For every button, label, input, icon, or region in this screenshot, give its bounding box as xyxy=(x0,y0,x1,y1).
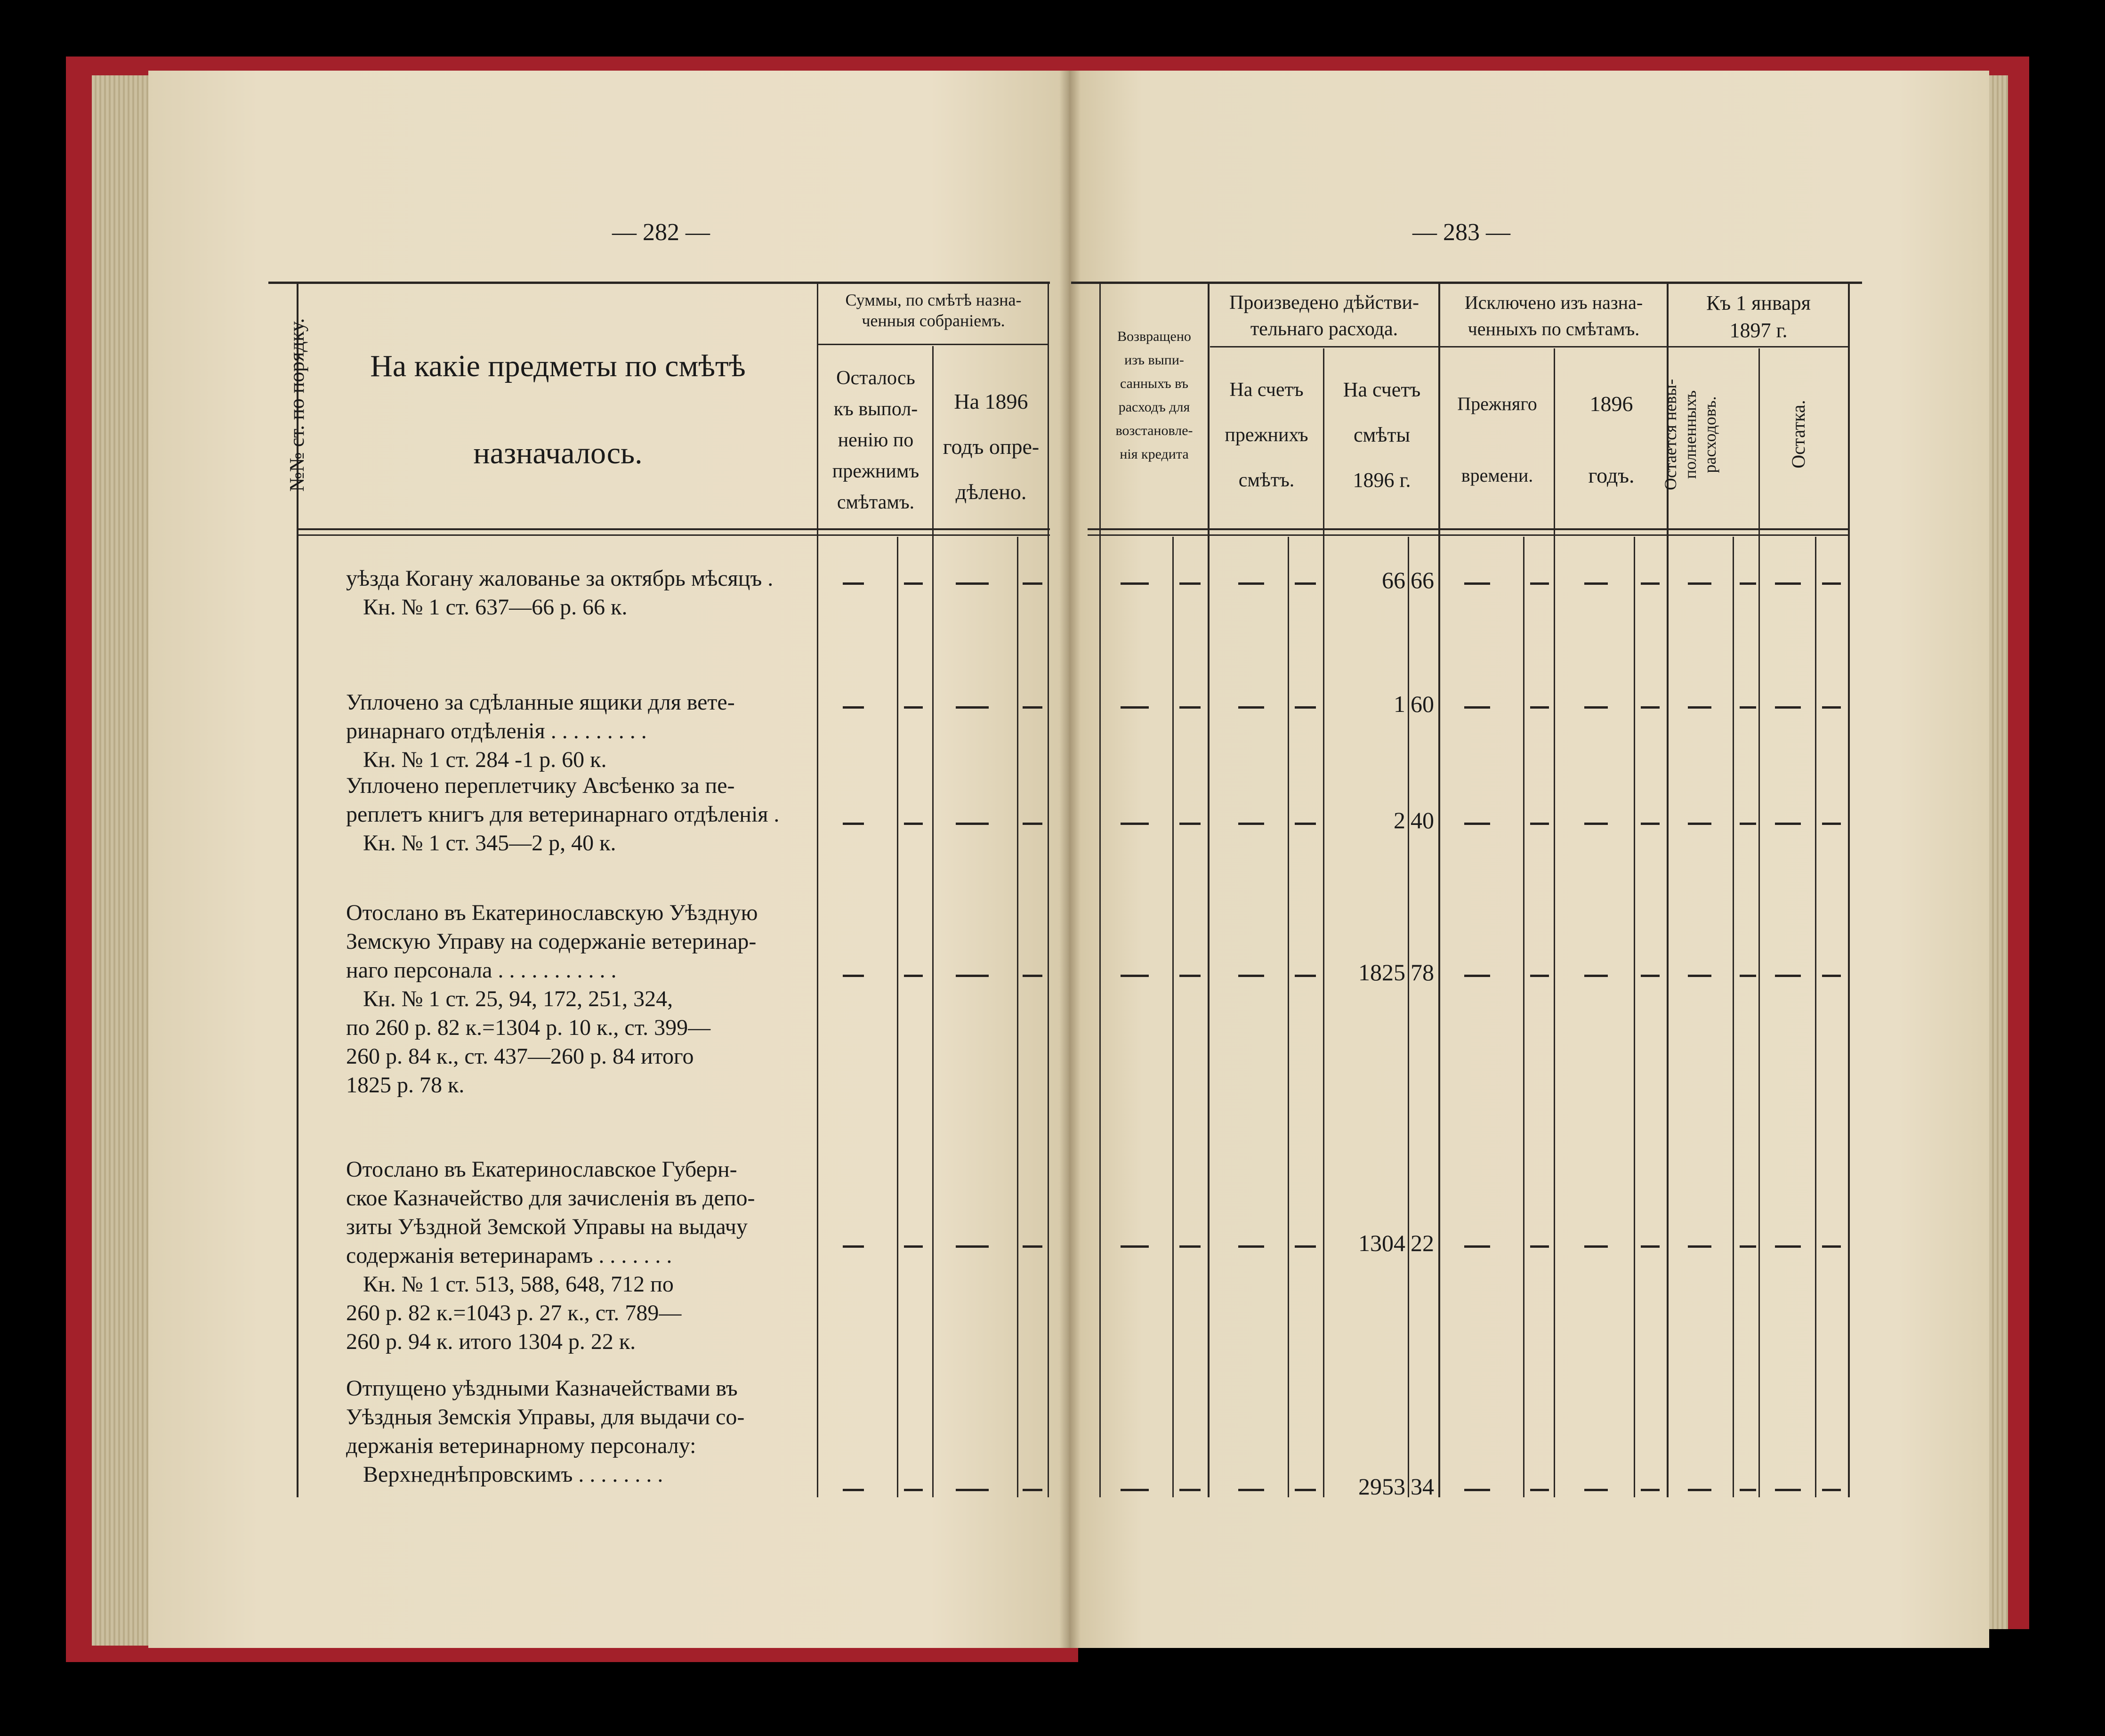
empty-cell-dash xyxy=(1775,1489,1801,1491)
empty-cell-dash xyxy=(1295,823,1316,825)
empty-cell-dash xyxy=(1179,975,1201,977)
empty-cell-dash xyxy=(1641,1489,1660,1491)
entry-line: Земскую Управу на содержаніе ветеринар- xyxy=(346,929,757,954)
empty-cell-dash xyxy=(843,706,864,709)
left-vrule-6 xyxy=(1048,283,1049,1497)
entry-line: реплетъ книгъ для ветеринарнаго отдѣленія . xyxy=(346,802,780,827)
left-cover-edge xyxy=(66,71,94,1662)
amount-kopecks: 40 xyxy=(1411,807,1434,833)
empty-cell-dash xyxy=(1238,582,1264,585)
empty-cell-dash xyxy=(1688,1245,1711,1248)
empty-cell-dash xyxy=(1295,582,1316,585)
empty-cell-dash xyxy=(1584,1245,1608,1248)
empty-cell-dash xyxy=(1584,1489,1608,1491)
empty-cell-dash xyxy=(904,1245,923,1248)
amount-kopecks: 60 xyxy=(1411,691,1434,717)
right-vrule-2 xyxy=(1208,283,1210,1497)
empty-cell-dash xyxy=(843,1489,864,1491)
entry-line: Кн. № 1 ст. 345—2 р, 40 к. xyxy=(346,831,616,856)
left-vrule-2 xyxy=(817,283,818,1497)
empty-cell-dash xyxy=(1822,975,1841,977)
right-table-top-rule xyxy=(1071,282,1862,284)
empty-cell-dash xyxy=(1641,582,1660,585)
empty-cell-dash xyxy=(1295,1489,1316,1491)
right-vrule-13 xyxy=(1815,537,1816,1497)
entry-line: Верхнеднѣпровскимъ . . . . . . . . xyxy=(346,1462,663,1487)
left-vrule-5 xyxy=(1017,537,1018,1497)
empty-cell-dash xyxy=(1530,823,1549,825)
entry-line: наго персонала . . . . . . . . . . . xyxy=(346,958,617,983)
empty-cell-dash xyxy=(904,823,923,825)
entry-line: Кн. № 1 ст. 25, 94, 172, 251, 324, xyxy=(346,986,673,1011)
empty-cell-dash xyxy=(956,1489,989,1491)
right-table-header-rule xyxy=(1088,528,1848,530)
empty-cell-dash xyxy=(1023,1489,1042,1491)
empty-cell-dash xyxy=(1740,582,1756,585)
empty-cell-dash xyxy=(1464,1245,1490,1248)
empty-cell-dash xyxy=(1775,1245,1801,1248)
right-vrule-3 xyxy=(1288,537,1289,1497)
balance-header: Остатка. xyxy=(1788,400,1809,468)
empty-cell-dash xyxy=(1238,1245,1264,1248)
empty-cell-dash xyxy=(1023,823,1042,825)
empty-cell-dash xyxy=(1179,706,1201,709)
right-vrule-4 xyxy=(1323,348,1324,1497)
empty-cell-dash xyxy=(1023,1245,1042,1248)
entry-line: ское Казначейство для зачисленія въ депо- xyxy=(346,1186,755,1211)
left-page-edges xyxy=(92,75,151,1646)
empty-cell-dash xyxy=(1584,582,1608,585)
amount-kopecks: 34 xyxy=(1411,1473,1434,1500)
entry-line: Отослано въ Екатеринославское Губерн- xyxy=(346,1157,737,1182)
empty-cell-dash xyxy=(956,975,989,977)
right-group-rule xyxy=(1210,346,1848,347)
empty-cell-dash xyxy=(1641,706,1660,709)
right-vrule-14 xyxy=(1848,283,1850,1497)
amount-kopecks: 78 xyxy=(1411,959,1434,985)
empty-cell-dash xyxy=(1775,706,1801,709)
entry-line: держанія ветеринарному персоналу: xyxy=(346,1433,696,1458)
empty-cell-dash xyxy=(1530,582,1549,585)
entry-line: Отослано въ Екатеринославскую Уѣздную xyxy=(346,900,758,925)
right-vrule-1 xyxy=(1172,537,1174,1497)
empty-cell-dash xyxy=(1238,823,1264,825)
empty-cell-dash xyxy=(1688,582,1711,585)
empty-cell-dash xyxy=(1023,706,1042,709)
amount-rubles: 2 xyxy=(1394,807,1405,833)
entry-line: 260 р. 84 к., ст. 437—260 р. 84 итого xyxy=(346,1044,694,1069)
left-vrule-4 xyxy=(932,346,934,1497)
empty-cell-dash xyxy=(1179,1489,1201,1491)
empty-cell-dash xyxy=(1464,706,1490,709)
amount-kopecks: 22 xyxy=(1411,1230,1434,1256)
left-table-header-rule-2 xyxy=(297,534,1050,536)
empty-cell-dash xyxy=(1121,1245,1149,1248)
entry-line: содержанія ветеринарамъ . . . . . . . xyxy=(346,1243,672,1268)
empty-cell-dash xyxy=(1688,823,1711,825)
empty-cell-dash xyxy=(956,823,989,825)
entry-line: Уплочено за сдѣланные ящики для вете- xyxy=(346,690,735,715)
empty-cell-dash xyxy=(1822,706,1841,709)
entry-line: 260 р. 94 к. итого 1304 р. 22 к. xyxy=(346,1329,636,1354)
prev-time-header: Прежняго времени. xyxy=(1457,393,1537,486)
empty-cell-dash xyxy=(1023,975,1042,977)
empty-cell-dash xyxy=(1584,706,1608,709)
entry-line: зиты Уѣздной Земской Управы на выдачу xyxy=(346,1214,748,1239)
year-1896-header: На 1896 годъ опре- дѣлено. xyxy=(943,389,1040,504)
amount-kopecks: 66 xyxy=(1411,567,1434,593)
left-table-top-rule xyxy=(268,282,1050,284)
empty-cell-dash xyxy=(1238,1489,1264,1491)
empty-cell-dash xyxy=(1641,975,1660,977)
amount-rubles: 66 xyxy=(1382,567,1405,593)
empty-cell-dash xyxy=(904,582,923,585)
year-1896-right-header: 1896 годъ. xyxy=(1588,392,1635,487)
empty-cell-dash xyxy=(1688,975,1711,977)
empty-cell-dash xyxy=(1121,823,1149,825)
book-gutter xyxy=(1059,71,1081,1648)
subject-header-line1: На какіе предметы по смѣтѣ xyxy=(370,349,746,383)
empty-cell-dash xyxy=(1238,975,1264,977)
empty-cell-dash xyxy=(1121,975,1149,977)
left-vrule-3 xyxy=(897,537,898,1497)
entry-line: уѣзда Когану жалованье за октябрь мѣсяцъ . xyxy=(346,566,774,591)
empty-cell-dash xyxy=(1740,823,1756,825)
estimate-1896-header: На счетъ смѣты 1896 г. xyxy=(1343,378,1421,492)
amount-rubles: 1825 xyxy=(1358,959,1405,985)
amount-rubles: 1304 xyxy=(1358,1230,1405,1256)
empty-cell-dash xyxy=(1464,1489,1490,1491)
empty-cell-dash xyxy=(956,706,989,709)
entry-line: Кн. № 1 ст. 284 -1 р. 60 к. xyxy=(346,747,607,772)
empty-cell-dash xyxy=(1740,1489,1756,1491)
right-page-number: — 283 — xyxy=(1412,219,1510,246)
right-table-header-rule-2 xyxy=(1088,534,1848,536)
empty-cell-dash xyxy=(1238,706,1264,709)
entry-line: ринарнаго отдѣленія . . . . . . . . . xyxy=(346,719,647,743)
left-page-number: — 282 — xyxy=(612,219,710,246)
right-vrule-11 xyxy=(1733,537,1734,1497)
returned-header: Возвращено изъ выпи- санныхъ въ расходъ для возстановле- нія кредита xyxy=(1115,329,1193,462)
empty-cell-dash xyxy=(1121,582,1149,585)
empty-cell-dash xyxy=(843,823,864,825)
entry-line: Уплочено переплетчику Авсѣенко за пе- xyxy=(346,773,735,798)
row-number-header: №№ ст. по порядку. xyxy=(285,318,308,492)
empty-cell-dash xyxy=(1121,706,1149,709)
amount-rubles: 1 xyxy=(1394,691,1405,717)
empty-cell-dash xyxy=(1179,823,1201,825)
excluded-group-header: Исключено изъ назна- ченныхъ по смѣтамъ. xyxy=(1464,292,1643,339)
empty-cell-dash xyxy=(1584,975,1608,977)
right-cover-edge xyxy=(2006,61,2029,1629)
empty-cell-dash xyxy=(904,975,923,977)
entry-line: Кн. № 1 ст. 513, 588, 648, 712 по xyxy=(346,1272,674,1297)
right-vrule-5 xyxy=(1408,537,1409,1497)
jan-1897-group-header: Къ 1 января 1897 г. xyxy=(1706,291,1811,342)
empty-cell-dash xyxy=(1179,1245,1201,1248)
empty-cell-dash xyxy=(1295,975,1316,977)
empty-cell-dash xyxy=(956,582,989,585)
empty-cell-dash xyxy=(1775,823,1801,825)
empty-cell-dash xyxy=(1464,975,1490,977)
entry-line: 260 р. 82 к.=1043 р. 27 к., ст. 789— xyxy=(346,1300,682,1325)
left-table-header-rule xyxy=(297,528,1050,530)
empty-cell-dash xyxy=(1688,1489,1711,1491)
made-expense-group-header: Произведено дѣйстви- тельнаго расхода. xyxy=(1229,292,1419,340)
empty-cell-dash xyxy=(1775,975,1801,977)
entry-line: Кн. № 1 ст. 637—66 р. 66 к. xyxy=(346,595,628,620)
entry-line: по 260 р. 82 к.=1304 р. 10 к., ст. 399— xyxy=(346,1015,711,1040)
right-vrule-8 xyxy=(1554,348,1555,1497)
empty-cell-dash xyxy=(1179,582,1201,585)
empty-cell-dash xyxy=(1775,582,1801,585)
left-sums-group-rule xyxy=(817,344,1048,345)
empty-cell-dash xyxy=(843,582,864,585)
empty-cell-dash xyxy=(843,1245,864,1248)
empty-cell-dash xyxy=(1822,1245,1841,1248)
prev-estimates-header: На счетъ прежнихъ смѣтъ. xyxy=(1225,379,1308,491)
empty-cell-dash xyxy=(1295,1245,1316,1248)
empty-cell-dash xyxy=(1530,1245,1549,1248)
empty-cell-dash xyxy=(1822,582,1841,585)
right-vrule-7 xyxy=(1523,537,1524,1497)
empty-cell-dash xyxy=(1740,706,1756,709)
subject-header-line2: назначалось. xyxy=(473,436,643,470)
empty-cell-dash xyxy=(1464,582,1490,585)
empty-cell-dash xyxy=(1464,823,1490,825)
amount-rubles: 2953 xyxy=(1358,1473,1405,1500)
entry-line: Отпущено уѣздными Казначействами въ xyxy=(346,1376,738,1401)
remaining-prev-header: Осталось къ выпол- ненію по прежнимъ смѣтамъ. xyxy=(832,367,919,513)
empty-cell-dash xyxy=(1530,706,1549,709)
entry-line: Уѣздныя Земскія Управы, для выдачи со- xyxy=(346,1405,745,1429)
right-vrule-9 xyxy=(1634,537,1635,1497)
empty-cell-dash xyxy=(904,1489,923,1491)
empty-cell-dash xyxy=(1740,975,1756,977)
empty-cell-dash xyxy=(1121,1489,1149,1491)
empty-cell-dash xyxy=(1295,706,1316,709)
entry-line: 1825 р. 78 к. xyxy=(346,1073,465,1098)
empty-cell-dash xyxy=(1822,823,1841,825)
empty-cell-dash xyxy=(1023,582,1042,585)
empty-cell-dash xyxy=(1530,975,1549,977)
empty-cell-dash xyxy=(904,706,923,709)
empty-cell-dash xyxy=(1641,823,1660,825)
empty-cell-dash xyxy=(1822,1489,1841,1491)
sums-group-header: Суммы, по смѣтѣ назна- ченныя собраніемъ. xyxy=(845,291,1022,330)
empty-cell-dash xyxy=(1584,823,1608,825)
empty-cell-dash xyxy=(1641,1245,1660,1248)
right-vrule-12 xyxy=(1758,348,1760,1497)
unfulfilled-header: Остается невы- полненныхъ расходовъ. xyxy=(1661,379,1719,491)
empty-cell-dash xyxy=(1740,1245,1756,1248)
right-vrule-6 xyxy=(1438,283,1440,1497)
empty-cell-dash xyxy=(843,975,864,977)
empty-cell-dash xyxy=(1530,1489,1549,1491)
empty-cell-dash xyxy=(1688,706,1711,709)
empty-cell-dash xyxy=(956,1245,989,1248)
